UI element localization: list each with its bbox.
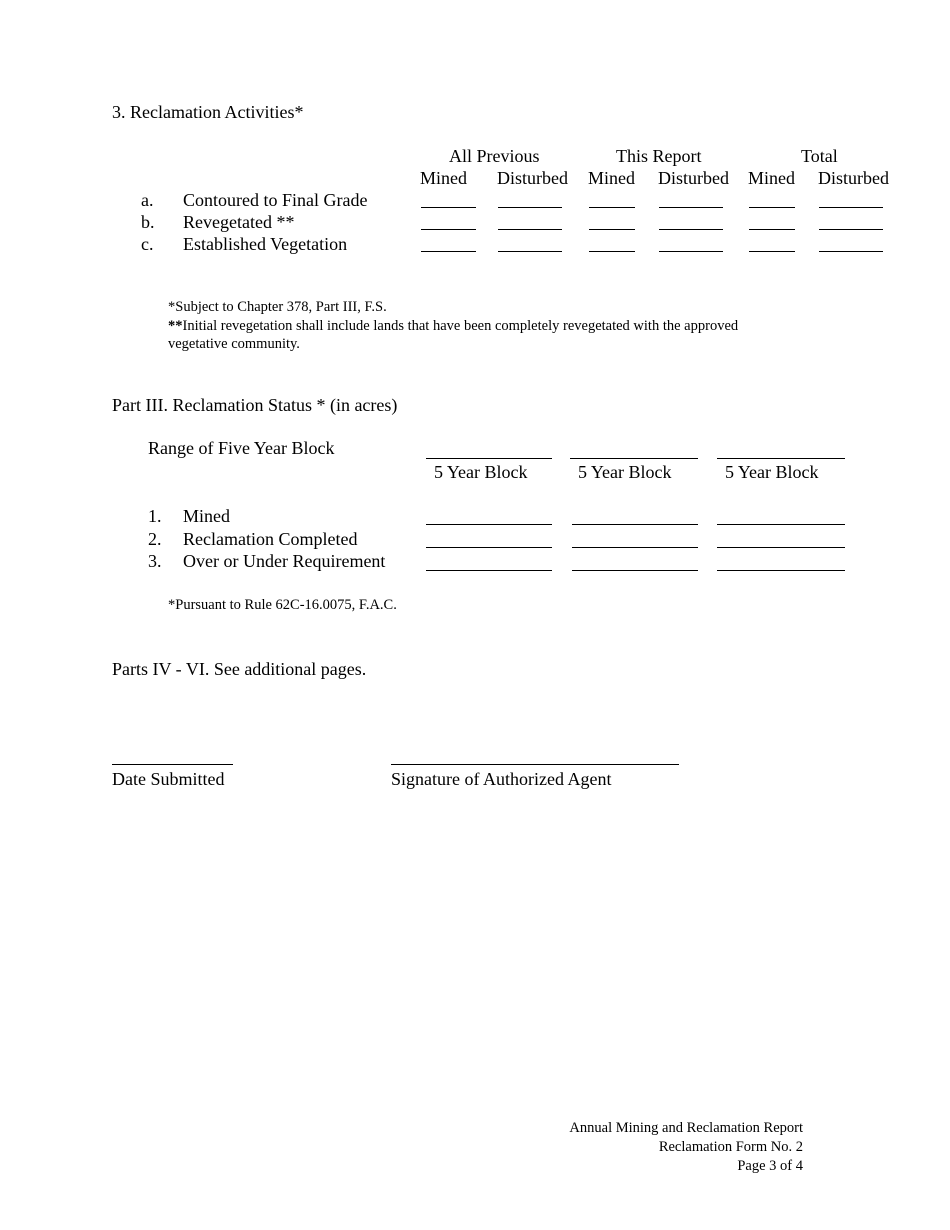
signature-line[interactable] <box>391 764 679 765</box>
footnote-rule-62c: *Pursuant to Rule 62C-16.0075, F.A.C. <box>168 597 397 613</box>
blank-field[interactable] <box>819 251 883 252</box>
over-under-input-line[interactable] <box>426 570 552 571</box>
block-label: 5 Year Block <box>578 462 672 482</box>
part3-row-number: 3. <box>148 551 162 571</box>
row-label-revegetated: Revegetated ** <box>183 212 295 232</box>
blank-field[interactable] <box>819 207 883 208</box>
range-input-line[interactable] <box>570 458 698 459</box>
over-under-input-line[interactable] <box>572 570 698 571</box>
blank-field[interactable] <box>498 207 562 208</box>
part-3-title: Part III. Reclamation Status * (in acres) <box>112 395 398 415</box>
col-header-disturbed: Disturbed <box>497 168 568 188</box>
reclamation-input-line[interactable] <box>426 547 552 548</box>
over-under-input-line[interactable] <box>717 570 845 571</box>
blank-field[interactable] <box>749 251 795 252</box>
blank-field[interactable] <box>498 229 562 230</box>
mined-input-line[interactable] <box>717 524 845 525</box>
section-3-title: 3. Reclamation Activities* <box>112 102 304 122</box>
date-submitted-label: Date Submitted <box>112 769 225 789</box>
parts-iv-vi-note: Parts IV - VI. See additional pages. <box>112 659 367 679</box>
range-label: Range of Five Year Block <box>148 438 335 458</box>
row-letter: c. <box>141 234 154 254</box>
col-header-mined: Mined <box>588 168 635 188</box>
blank-field[interactable] <box>421 251 476 252</box>
footer-page-number: Page 3 of 4 <box>737 1158 803 1174</box>
blank-field[interactable] <box>749 229 795 230</box>
row-letter: b. <box>141 212 155 232</box>
signature-label: Signature of Authorized Agent <box>391 769 612 789</box>
part3-row-number: 1. <box>148 506 162 526</box>
group-header-all-previous: All Previous <box>449 146 540 166</box>
footnote-revegetation-cont: vegetative community. <box>168 336 300 352</box>
blank-field[interactable] <box>659 251 723 252</box>
range-input-line[interactable] <box>426 458 552 459</box>
part3-row-over-under: Over or Under Requirement <box>183 551 386 571</box>
reclamation-input-line[interactable] <box>572 547 698 548</box>
part3-row-mined: Mined <box>183 506 230 526</box>
blank-field[interactable] <box>498 251 562 252</box>
part3-row-reclamation-completed: Reclamation Completed <box>183 529 358 549</box>
row-label-contoured: Contoured to Final Grade <box>183 190 368 210</box>
col-header-mined: Mined <box>420 168 467 188</box>
blank-field[interactable] <box>421 207 476 208</box>
part3-row-number: 2. <box>148 529 162 549</box>
range-input-line[interactable] <box>717 458 845 459</box>
date-submitted-line[interactable] <box>112 764 233 765</box>
blank-field[interactable] <box>589 229 635 230</box>
blank-field[interactable] <box>819 229 883 230</box>
block-label: 5 Year Block <box>725 462 819 482</box>
blank-field[interactable] <box>659 229 723 230</box>
footnote-revegetation-text: Initial revegetation shall include lands that have been completely revegetated with the approved <box>182 318 739 334</box>
footer-report-title: Annual Mining and Reclamation Report <box>569 1120 803 1136</box>
footnote-revegetation <box>168 317 738 335</box>
blank-field[interactable] <box>659 207 723 208</box>
blank-field[interactable] <box>749 207 795 208</box>
group-header-total: Total <box>801 146 838 166</box>
col-header-disturbed: Disturbed <box>818 168 889 188</box>
mined-input-line[interactable] <box>426 524 552 525</box>
col-header-mined: Mined <box>748 168 795 188</box>
group-header-this-report: This Report <box>616 146 702 166</box>
footnote-chapter-378: *Subject to Chapter 378, Part III, F.S. <box>168 299 387 315</box>
row-letter: a. <box>141 190 154 210</box>
blank-field[interactable] <box>589 251 635 252</box>
footnote-marker: ** <box>168 318 183 334</box>
col-header-disturbed: Disturbed <box>658 168 729 188</box>
mined-input-line[interactable] <box>572 524 698 525</box>
block-label: 5 Year Block <box>434 462 528 482</box>
blank-field[interactable] <box>589 207 635 208</box>
reclamation-input-line[interactable] <box>717 547 845 548</box>
blank-field[interactable] <box>421 229 476 230</box>
row-label-established: Established Vegetation <box>183 234 348 254</box>
footer-form-number: Reclamation Form No. 2 <box>658 1139 803 1155</box>
